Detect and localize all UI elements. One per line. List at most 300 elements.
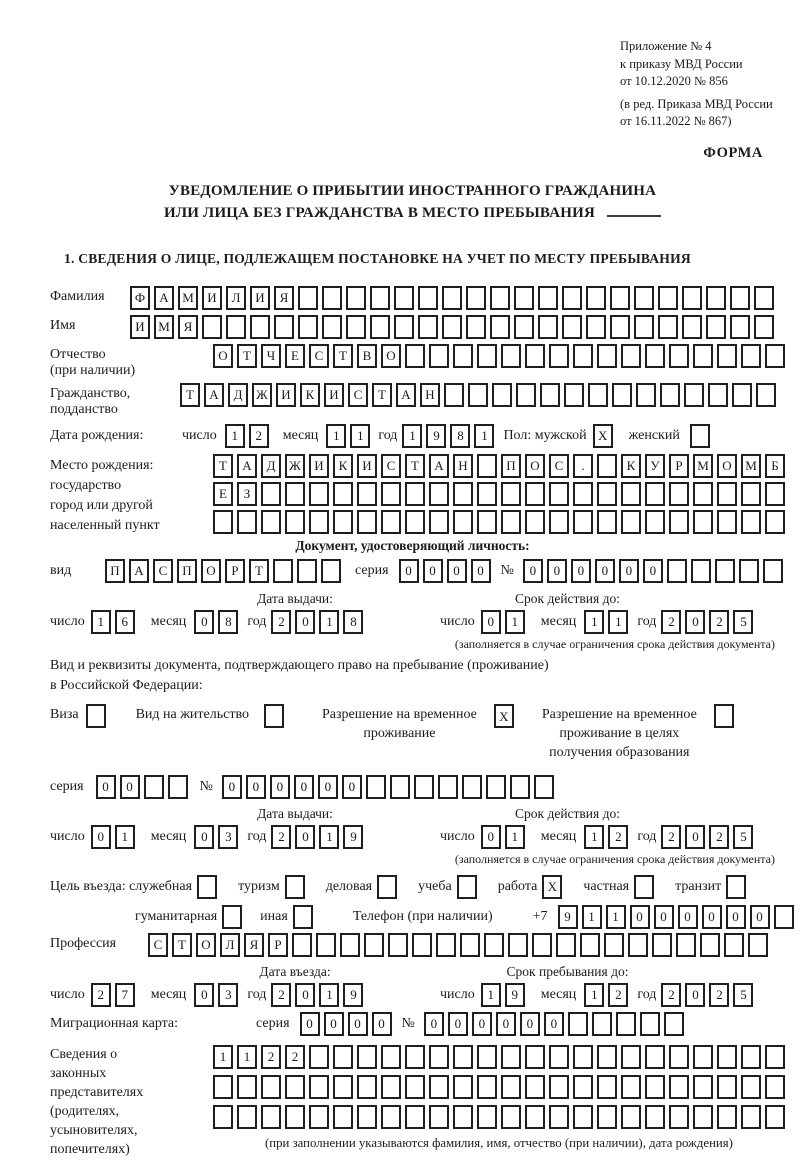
form-cell[interactable] bbox=[616, 1012, 636, 1036]
form-cell[interactable] bbox=[316, 933, 336, 957]
form-cell[interactable]: М bbox=[154, 315, 174, 339]
form-cell[interactable]: 2 bbox=[261, 1045, 281, 1069]
form-cell[interactable] bbox=[501, 344, 521, 368]
form-cell[interactable] bbox=[477, 344, 497, 368]
form-cell[interactable] bbox=[264, 704, 284, 728]
form-cell[interactable] bbox=[357, 510, 377, 534]
form-cell[interactable] bbox=[645, 482, 665, 506]
form-cell[interactable]: 0 bbox=[471, 559, 491, 583]
form-cell[interactable]: 1 bbox=[319, 983, 339, 1007]
form-cell[interactable] bbox=[442, 315, 462, 339]
form-cell[interactable]: Ч bbox=[261, 344, 281, 368]
form-cell[interactable] bbox=[525, 482, 545, 506]
form-cell[interactable]: 0 bbox=[372, 1012, 392, 1036]
form-cell[interactable]: О bbox=[196, 933, 216, 957]
form-cell[interactable] bbox=[333, 510, 353, 534]
form-cell[interactable]: Б bbox=[765, 454, 785, 478]
form-cell[interactable]: 9 bbox=[558, 905, 578, 929]
form-cell[interactable]: Л bbox=[220, 933, 240, 957]
form-cell[interactable]: П bbox=[105, 559, 125, 583]
form-cell[interactable] bbox=[586, 315, 606, 339]
form-cell[interactable] bbox=[724, 933, 744, 957]
form-cell[interactable] bbox=[429, 1045, 449, 1069]
form-cell[interactable]: 0 bbox=[481, 610, 501, 634]
form-cell[interactable] bbox=[460, 933, 480, 957]
form-cell[interactable]: 0 bbox=[472, 1012, 492, 1036]
form-cell[interactable] bbox=[381, 482, 401, 506]
form-cell[interactable] bbox=[765, 482, 785, 506]
form-cell[interactable]: Т bbox=[213, 454, 233, 478]
form-cell[interactable]: Я bbox=[178, 315, 198, 339]
form-cell[interactable] bbox=[357, 1105, 377, 1129]
form-cell[interactable] bbox=[429, 1075, 449, 1099]
form-cell[interactable] bbox=[693, 482, 713, 506]
form-cell[interactable] bbox=[765, 1075, 785, 1099]
form-cell[interactable] bbox=[754, 286, 774, 310]
form-cell[interactable]: С bbox=[381, 454, 401, 478]
form-cell[interactable]: 2 bbox=[661, 983, 681, 1007]
form-cell[interactable]: С bbox=[549, 454, 569, 478]
form-cell[interactable] bbox=[621, 1075, 641, 1099]
form-cell[interactable] bbox=[730, 286, 750, 310]
form-cell[interactable]: . bbox=[573, 454, 593, 478]
form-cell[interactable] bbox=[86, 704, 106, 728]
form-cell[interactable] bbox=[588, 383, 608, 407]
form-cell[interactable] bbox=[549, 1075, 569, 1099]
form-cell[interactable]: А bbox=[154, 286, 174, 310]
form-cell[interactable] bbox=[669, 1045, 689, 1069]
form-cell[interactable]: О bbox=[201, 559, 221, 583]
form-cell[interactable] bbox=[562, 315, 582, 339]
form-cell[interactable] bbox=[741, 482, 761, 506]
form-cell[interactable]: И bbox=[276, 383, 296, 407]
form-cell[interactable]: 1 bbox=[115, 825, 135, 849]
form-cell[interactable] bbox=[693, 1105, 713, 1129]
form-cell[interactable] bbox=[405, 1075, 425, 1099]
form-cell[interactable]: 0 bbox=[324, 1012, 344, 1036]
form-cell[interactable]: О bbox=[213, 344, 233, 368]
form-cell[interactable] bbox=[377, 875, 397, 899]
form-cell[interactable]: К bbox=[300, 383, 320, 407]
form-cell[interactable] bbox=[645, 510, 665, 534]
form-cell[interactable] bbox=[538, 315, 558, 339]
form-cell[interactable] bbox=[610, 286, 630, 310]
form-cell[interactable]: Д bbox=[261, 454, 281, 478]
form-cell[interactable] bbox=[309, 510, 329, 534]
form-cell[interactable]: 0 bbox=[194, 825, 214, 849]
form-cell[interactable] bbox=[652, 933, 672, 957]
form-cell[interactable]: 0 bbox=[750, 905, 770, 929]
form-cell[interactable]: 1 bbox=[582, 905, 602, 929]
form-cell[interactable] bbox=[765, 1105, 785, 1129]
form-cell[interactable]: 2 bbox=[661, 610, 681, 634]
form-cell[interactable]: В bbox=[357, 344, 377, 368]
form-cell[interactable] bbox=[340, 933, 360, 957]
form-cell[interactable]: М bbox=[741, 454, 761, 478]
form-cell[interactable] bbox=[706, 315, 726, 339]
form-cell[interactable] bbox=[444, 383, 464, 407]
form-cell[interactable]: 0 bbox=[91, 825, 111, 849]
form-cell[interactable] bbox=[774, 905, 794, 929]
form-cell[interactable] bbox=[717, 344, 737, 368]
form-cell[interactable]: 0 bbox=[194, 610, 214, 634]
form-cell[interactable]: П bbox=[177, 559, 197, 583]
form-cell[interactable] bbox=[292, 933, 312, 957]
form-cell[interactable] bbox=[453, 510, 473, 534]
form-cell[interactable] bbox=[285, 482, 305, 506]
form-cell[interactable] bbox=[514, 315, 534, 339]
form-cell[interactable]: А bbox=[129, 559, 149, 583]
form-cell[interactable] bbox=[237, 1075, 257, 1099]
form-cell[interactable]: 1 bbox=[350, 424, 370, 448]
form-cell[interactable] bbox=[333, 482, 353, 506]
form-cell[interactable] bbox=[370, 315, 390, 339]
form-cell[interactable] bbox=[549, 344, 569, 368]
form-cell[interactable]: 6 bbox=[115, 610, 135, 634]
form-cell[interactable] bbox=[477, 454, 497, 478]
form-cell[interactable]: 2 bbox=[271, 983, 291, 1007]
form-cell[interactable] bbox=[741, 510, 761, 534]
form-cell[interactable] bbox=[501, 1075, 521, 1099]
form-cell[interactable] bbox=[309, 1075, 329, 1099]
form-cell[interactable] bbox=[658, 286, 678, 310]
form-cell[interactable]: З bbox=[237, 482, 257, 506]
form-cell[interactable] bbox=[691, 559, 711, 583]
form-cell[interactable]: С bbox=[153, 559, 173, 583]
form-cell[interactable]: Я bbox=[274, 286, 294, 310]
form-cell[interactable] bbox=[261, 1105, 281, 1129]
form-cell[interactable]: 0 bbox=[702, 905, 722, 929]
form-cell[interactable] bbox=[366, 775, 386, 799]
form-cell[interactable] bbox=[333, 1045, 353, 1069]
form-cell[interactable] bbox=[346, 286, 366, 310]
form-cell[interactable] bbox=[525, 1075, 545, 1099]
form-cell[interactable] bbox=[429, 482, 449, 506]
form-cell[interactable]: 1 bbox=[474, 424, 494, 448]
form-cell[interactable]: О bbox=[717, 454, 737, 478]
form-cell[interactable] bbox=[309, 1045, 329, 1069]
form-cell[interactable] bbox=[564, 383, 584, 407]
form-cell[interactable]: 1 bbox=[319, 610, 339, 634]
form-cell[interactable]: 1 bbox=[584, 983, 604, 1007]
form-cell[interactable] bbox=[466, 286, 486, 310]
form-cell[interactable] bbox=[381, 1105, 401, 1129]
form-cell[interactable] bbox=[477, 510, 497, 534]
form-cell[interactable]: Я bbox=[244, 933, 264, 957]
form-cell[interactable] bbox=[690, 424, 710, 448]
form-cell[interactable] bbox=[573, 510, 593, 534]
form-cell[interactable] bbox=[693, 1045, 713, 1069]
form-cell[interactable] bbox=[549, 510, 569, 534]
form-cell[interactable]: 5 bbox=[733, 610, 753, 634]
form-cell[interactable] bbox=[477, 1045, 497, 1069]
form-cell[interactable]: 9 bbox=[505, 983, 525, 1007]
form-cell[interactable] bbox=[357, 1075, 377, 1099]
form-cell[interactable]: 0 bbox=[295, 983, 315, 1007]
form-cell[interactable] bbox=[213, 510, 233, 534]
form-cell[interactable]: 0 bbox=[194, 983, 214, 1007]
form-cell[interactable] bbox=[597, 344, 617, 368]
form-cell[interactable]: 3 bbox=[218, 983, 238, 1007]
form-cell[interactable] bbox=[754, 315, 774, 339]
form-cell[interactable]: 0 bbox=[595, 559, 615, 583]
form-cell[interactable] bbox=[273, 559, 293, 583]
form-cell[interactable] bbox=[568, 1012, 588, 1036]
form-cell[interactable] bbox=[285, 1105, 305, 1129]
form-cell[interactable] bbox=[501, 1045, 521, 1069]
form-cell[interactable] bbox=[429, 510, 449, 534]
form-cell[interactable] bbox=[414, 775, 434, 799]
form-cell[interactable]: 1 bbox=[608, 610, 628, 634]
form-cell[interactable] bbox=[534, 775, 554, 799]
form-cell[interactable] bbox=[418, 315, 438, 339]
form-cell[interactable] bbox=[457, 875, 477, 899]
form-cell[interactable] bbox=[765, 510, 785, 534]
form-cell[interactable]: С bbox=[348, 383, 368, 407]
form-cell[interactable] bbox=[741, 1045, 761, 1069]
form-cell[interactable] bbox=[717, 1105, 737, 1129]
form-cell[interactable] bbox=[717, 1075, 737, 1099]
form-cell[interactable]: 0 bbox=[423, 559, 443, 583]
form-cell[interactable]: 1 bbox=[91, 610, 111, 634]
form-cell[interactable]: 5 bbox=[733, 825, 753, 849]
form-cell[interactable]: 0 bbox=[300, 1012, 320, 1036]
form-cell[interactable] bbox=[261, 482, 281, 506]
form-cell[interactable]: Л bbox=[226, 286, 246, 310]
form-cell[interactable] bbox=[213, 1075, 233, 1099]
form-cell[interactable] bbox=[621, 1105, 641, 1129]
form-cell[interactable] bbox=[357, 482, 377, 506]
form-cell[interactable] bbox=[516, 383, 536, 407]
form-cell[interactable] bbox=[621, 510, 641, 534]
form-cell[interactable]: И bbox=[357, 454, 377, 478]
form-cell[interactable] bbox=[490, 286, 510, 310]
form-cell[interactable] bbox=[660, 383, 680, 407]
form-cell[interactable] bbox=[717, 1045, 737, 1069]
form-cell[interactable] bbox=[477, 482, 497, 506]
form-cell[interactable]: 2 bbox=[709, 825, 729, 849]
form-cell[interactable] bbox=[222, 905, 242, 929]
form-cell[interactable] bbox=[715, 559, 735, 583]
form-cell[interactable] bbox=[298, 315, 318, 339]
form-cell[interactable]: Т bbox=[180, 383, 200, 407]
form-cell[interactable] bbox=[597, 510, 617, 534]
form-cell[interactable] bbox=[580, 933, 600, 957]
form-cell[interactable]: 2 bbox=[608, 983, 628, 1007]
form-cell[interactable]: 0 bbox=[318, 775, 338, 799]
form-cell[interactable] bbox=[501, 510, 521, 534]
form-cell[interactable] bbox=[525, 1105, 545, 1129]
form-cell[interactable]: 2 bbox=[271, 610, 291, 634]
form-cell[interactable] bbox=[573, 1075, 593, 1099]
form-cell[interactable]: И bbox=[250, 286, 270, 310]
form-cell[interactable]: 0 bbox=[96, 775, 116, 799]
form-cell[interactable]: 1 bbox=[481, 983, 501, 1007]
form-cell[interactable] bbox=[453, 344, 473, 368]
form-cell[interactable] bbox=[765, 344, 785, 368]
form-cell[interactable]: 5 bbox=[733, 983, 753, 1007]
form-cell[interactable] bbox=[405, 482, 425, 506]
form-cell[interactable] bbox=[486, 775, 506, 799]
form-cell[interactable] bbox=[309, 1105, 329, 1129]
form-cell[interactable] bbox=[597, 454, 617, 478]
form-cell[interactable] bbox=[634, 315, 654, 339]
form-cell[interactable]: С bbox=[148, 933, 168, 957]
form-cell[interactable]: К bbox=[621, 454, 641, 478]
form-cell[interactable] bbox=[726, 875, 746, 899]
form-cell[interactable] bbox=[748, 933, 768, 957]
form-cell[interactable]: И bbox=[130, 315, 150, 339]
form-cell[interactable]: 1 bbox=[402, 424, 422, 448]
form-cell[interactable]: 0 bbox=[654, 905, 674, 929]
form-cell[interactable] bbox=[669, 510, 689, 534]
form-cell[interactable] bbox=[197, 875, 217, 899]
form-cell[interactable]: М bbox=[693, 454, 713, 478]
form-cell[interactable]: 2 bbox=[249, 424, 269, 448]
form-cell[interactable] bbox=[645, 1045, 665, 1069]
form-cell[interactable]: Н bbox=[420, 383, 440, 407]
form-cell[interactable] bbox=[669, 1075, 689, 1099]
form-cell[interactable]: 0 bbox=[447, 559, 467, 583]
form-cell[interactable] bbox=[708, 383, 728, 407]
form-cell[interactable] bbox=[682, 286, 702, 310]
form-cell[interactable] bbox=[261, 510, 281, 534]
form-cell[interactable]: 1 bbox=[319, 825, 339, 849]
form-cell[interactable] bbox=[682, 315, 702, 339]
form-cell[interactable] bbox=[309, 482, 329, 506]
form-cell[interactable]: С bbox=[309, 344, 329, 368]
form-cell[interactable]: Ж bbox=[252, 383, 272, 407]
form-cell[interactable]: И bbox=[309, 454, 329, 478]
form-cell[interactable] bbox=[453, 1105, 473, 1129]
form-cell[interactable] bbox=[405, 344, 425, 368]
form-cell[interactable]: 0 bbox=[295, 610, 315, 634]
form-cell[interactable]: 3 bbox=[218, 825, 238, 849]
form-cell[interactable]: X bbox=[494, 704, 514, 728]
form-cell[interactable] bbox=[429, 1105, 449, 1129]
form-cell[interactable]: 0 bbox=[120, 775, 140, 799]
form-cell[interactable]: 0 bbox=[678, 905, 698, 929]
form-cell[interactable] bbox=[237, 1105, 257, 1129]
form-cell[interactable]: 9 bbox=[426, 424, 446, 448]
form-cell[interactable]: К bbox=[333, 454, 353, 478]
form-cell[interactable]: 1 bbox=[213, 1045, 233, 1069]
form-cell[interactable] bbox=[549, 1105, 569, 1129]
form-cell[interactable] bbox=[717, 510, 737, 534]
form-cell[interactable]: 1 bbox=[505, 610, 525, 634]
form-cell[interactable] bbox=[597, 482, 617, 506]
form-cell[interactable]: 0 bbox=[294, 775, 314, 799]
form-cell[interactable] bbox=[540, 383, 560, 407]
form-cell[interactable]: 2 bbox=[661, 825, 681, 849]
form-cell[interactable] bbox=[168, 775, 188, 799]
form-cell[interactable] bbox=[664, 1012, 684, 1036]
form-cell[interactable] bbox=[573, 1105, 593, 1129]
form-cell[interactable] bbox=[514, 286, 534, 310]
form-cell[interactable]: 0 bbox=[685, 610, 705, 634]
form-cell[interactable]: О bbox=[525, 454, 545, 478]
form-cell[interactable] bbox=[381, 1045, 401, 1069]
form-cell[interactable]: 2 bbox=[709, 983, 729, 1007]
form-cell[interactable] bbox=[669, 344, 689, 368]
form-cell[interactable] bbox=[525, 1045, 545, 1069]
form-cell[interactable]: 2 bbox=[608, 825, 628, 849]
form-cell[interactable]: Т bbox=[172, 933, 192, 957]
form-cell[interactable] bbox=[285, 1075, 305, 1099]
form-cell[interactable]: 1 bbox=[326, 424, 346, 448]
form-cell[interactable]: Т bbox=[249, 559, 269, 583]
form-cell[interactable]: Р bbox=[268, 933, 288, 957]
form-cell[interactable]: У bbox=[645, 454, 665, 478]
form-cell[interactable] bbox=[477, 1105, 497, 1129]
form-cell[interactable] bbox=[549, 482, 569, 506]
form-cell[interactable] bbox=[297, 559, 317, 583]
form-cell[interactable]: Н bbox=[453, 454, 473, 478]
form-cell[interactable]: 0 bbox=[571, 559, 591, 583]
form-cell[interactable] bbox=[612, 383, 632, 407]
form-cell[interactable] bbox=[525, 344, 545, 368]
form-cell[interactable]: 1 bbox=[505, 825, 525, 849]
form-cell[interactable] bbox=[645, 1075, 665, 1099]
form-cell[interactable]: 0 bbox=[342, 775, 362, 799]
form-cell[interactable] bbox=[640, 1012, 660, 1036]
form-cell[interactable]: Д bbox=[228, 383, 248, 407]
form-cell[interactable] bbox=[592, 1012, 612, 1036]
form-cell[interactable] bbox=[741, 1105, 761, 1129]
form-cell[interactable] bbox=[453, 482, 473, 506]
form-cell[interactable] bbox=[405, 1045, 425, 1069]
form-cell[interactable]: Т bbox=[237, 344, 257, 368]
form-cell[interactable] bbox=[477, 1075, 497, 1099]
form-cell[interactable]: 0 bbox=[685, 983, 705, 1007]
form-cell[interactable] bbox=[405, 1105, 425, 1129]
form-cell[interactable]: 2 bbox=[709, 610, 729, 634]
form-cell[interactable]: 0 bbox=[348, 1012, 368, 1036]
form-cell[interactable] bbox=[285, 875, 305, 899]
form-cell[interactable] bbox=[436, 933, 456, 957]
form-cell[interactable] bbox=[684, 383, 704, 407]
form-cell[interactable] bbox=[418, 286, 438, 310]
form-cell[interactable] bbox=[202, 315, 222, 339]
form-cell[interactable] bbox=[525, 510, 545, 534]
form-cell[interactable] bbox=[739, 559, 759, 583]
form-cell[interactable]: А bbox=[396, 383, 416, 407]
form-cell[interactable] bbox=[144, 775, 164, 799]
form-cell[interactable] bbox=[394, 286, 414, 310]
form-cell[interactable]: 9 bbox=[343, 983, 363, 1007]
form-cell[interactable] bbox=[621, 1045, 641, 1069]
form-cell[interactable] bbox=[741, 344, 761, 368]
form-cell[interactable]: 0 bbox=[547, 559, 567, 583]
form-cell[interactable] bbox=[462, 775, 482, 799]
form-cell[interactable]: 9 bbox=[343, 825, 363, 849]
form-cell[interactable]: 8 bbox=[450, 424, 470, 448]
form-cell[interactable] bbox=[501, 1105, 521, 1129]
form-cell[interactable] bbox=[394, 315, 414, 339]
form-cell[interactable] bbox=[573, 1045, 593, 1069]
form-cell[interactable] bbox=[693, 510, 713, 534]
form-cell[interactable] bbox=[628, 933, 648, 957]
form-cell[interactable] bbox=[364, 933, 384, 957]
form-cell[interactable] bbox=[346, 315, 366, 339]
form-cell[interactable] bbox=[405, 510, 425, 534]
form-cell[interactable]: 1 bbox=[606, 905, 626, 929]
form-cell[interactable]: Т bbox=[333, 344, 353, 368]
form-cell[interactable]: Ж bbox=[285, 454, 305, 478]
form-cell[interactable]: Ф bbox=[130, 286, 150, 310]
form-cell[interactable]: 0 bbox=[424, 1012, 444, 1036]
form-cell[interactable]: 0 bbox=[685, 825, 705, 849]
